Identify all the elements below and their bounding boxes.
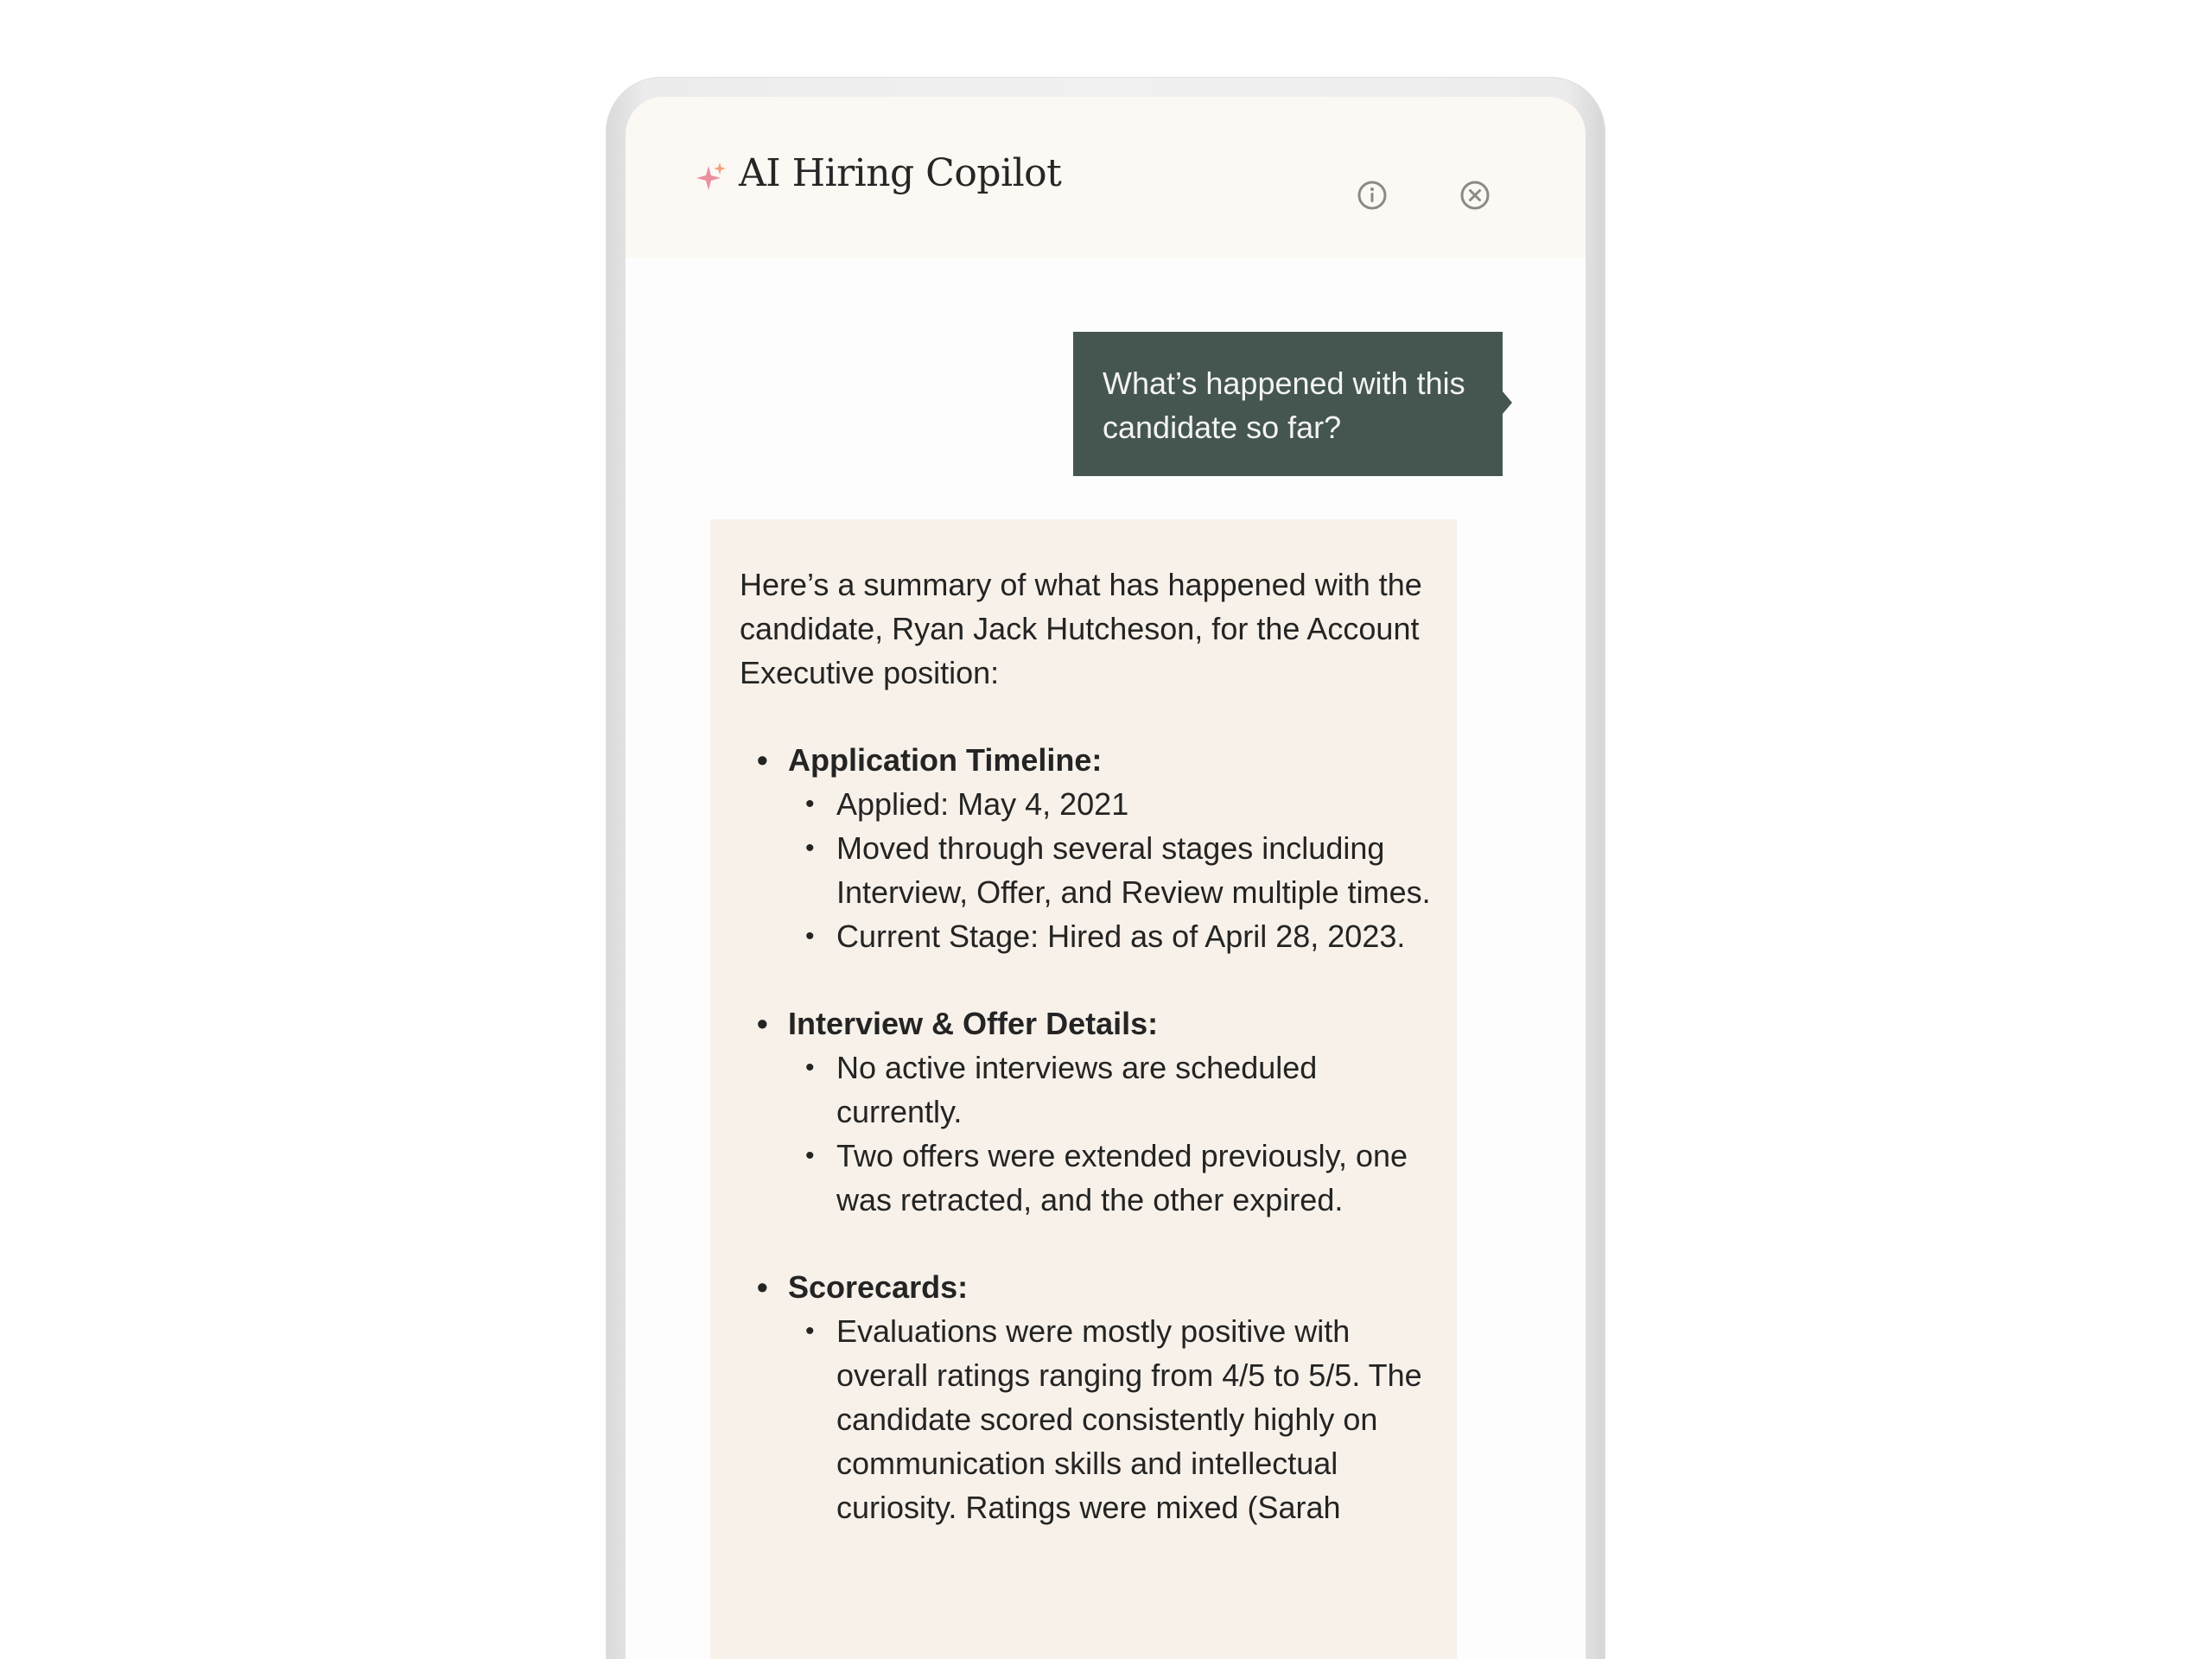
sparkle-icon: [696, 161, 728, 195]
list-item: • Evaluations were mostly positive with overall ratings ranging from 4/5 to 5/5. The candidate scored consistently highly on communication skills and intellectual curiosity. Ratings were mixed (Sarah: [740, 1309, 1431, 1529]
close-circle-icon: [1459, 180, 1491, 211]
list-item: • Two offers were extended previously, one was retracted, and the other expired.: [740, 1134, 1431, 1222]
section-title: • Interview & Offer Details:: [740, 1001, 1431, 1046]
device-frame: [606, 77, 1605, 1659]
section-title: • Application Timeline:: [740, 738, 1431, 782]
list-item: • Moved through several stages including Interview, Offer, and Review multiple times.: [740, 826, 1431, 914]
section-items: [740, 1046, 1431, 1222]
section-items: [740, 782, 1431, 958]
user-message-bubble: [1073, 332, 1503, 476]
panel-title: AI Hiring Copilot: [739, 151, 1062, 195]
close-button[interactable]: [1459, 179, 1491, 212]
info-icon: [1357, 180, 1388, 211]
list-item: • No active interviews are scheduled currently.: [740, 1046, 1431, 1134]
info-button[interactable]: [1356, 179, 1389, 212]
panel-header: [626, 97, 1586, 257]
section-interview-offer-details: [740, 1001, 1431, 1222]
user-message-text: What’s happened with this candidate so far?: [1103, 365, 1465, 445]
section-application-timeline: [740, 738, 1431, 958]
section-scorecards: [740, 1265, 1431, 1529]
copilot-panel: [626, 97, 1586, 1659]
assistant-message-bubble: [710, 519, 1457, 1659]
section-items: [740, 1309, 1431, 1529]
list-item: • Applied: May 4, 2021: [740, 782, 1431, 826]
section-title: • Scorecards:: [740, 1265, 1431, 1309]
list-item: • Current Stage: Hired as of April 28, 2023.: [740, 914, 1431, 958]
assistant-intro-text: Here’s a summary of what has happened with the candidate, Ryan Jack Hutcheson, for the Account Executive position:: [740, 567, 1422, 690]
